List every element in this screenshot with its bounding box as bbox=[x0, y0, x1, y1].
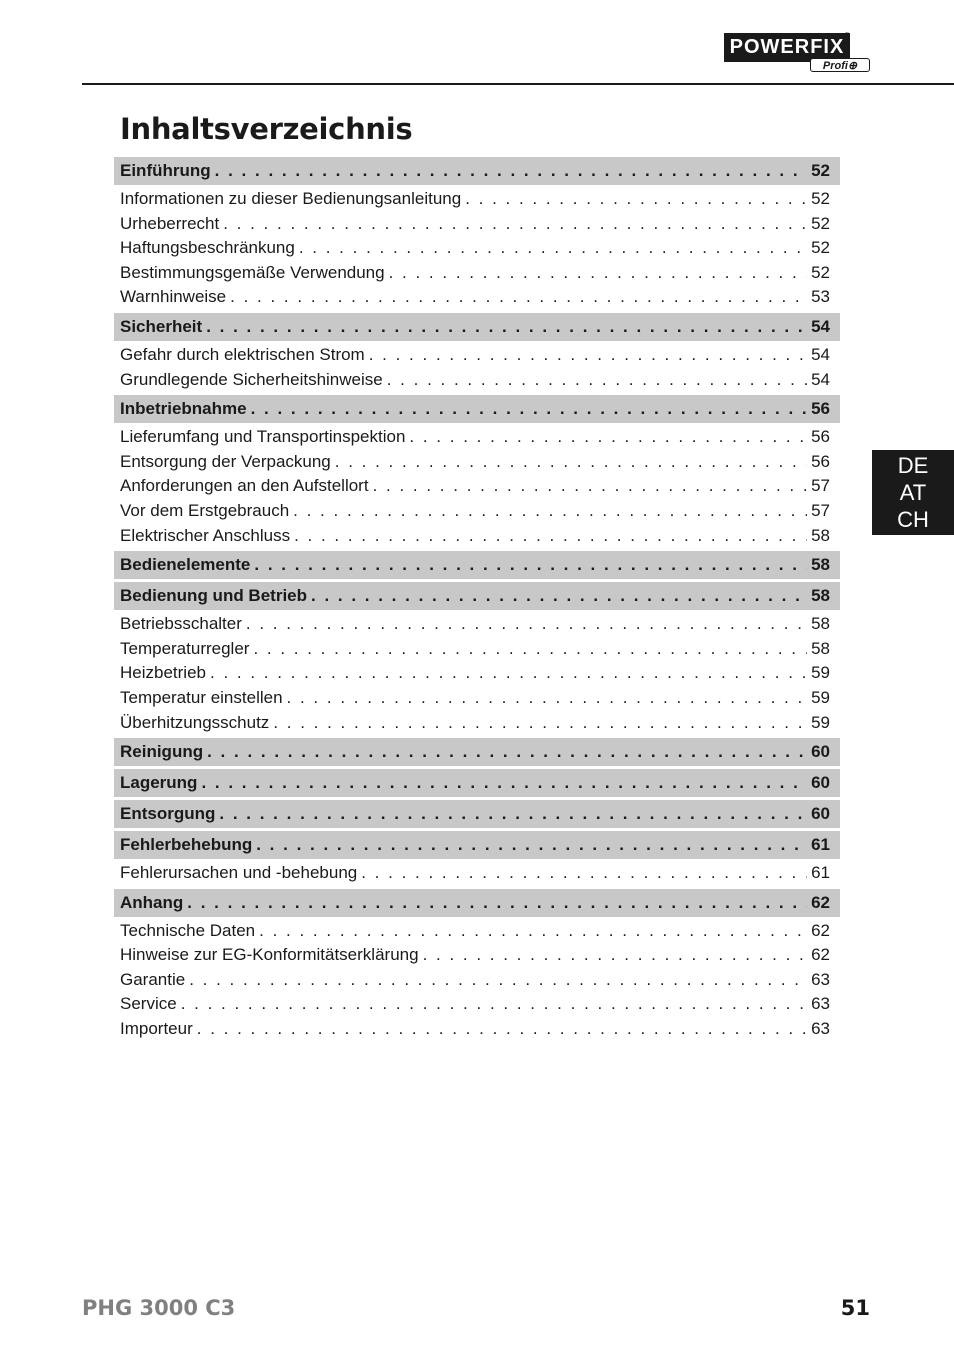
toc-label: Elektrischer Anschluss bbox=[120, 525, 291, 545]
toc-label: Überhitzungsschutz bbox=[120, 712, 270, 732]
toc-label: Fehlerursachen und -behebung bbox=[120, 863, 358, 883]
toc-leader-dots bbox=[206, 313, 807, 341]
toc-label: Bedienelemente bbox=[120, 555, 251, 575]
toc-page-number: 63 bbox=[811, 969, 830, 989]
toc-entry-row bbox=[114, 943, 840, 968]
toc-page-number: 54 bbox=[811, 344, 830, 364]
toc-label: Bestimmungsgemäße Verwendung bbox=[120, 262, 385, 282]
language-code-ch: CH bbox=[897, 507, 929, 532]
brand-logo-registered-mark: ® bbox=[844, 31, 850, 40]
language-code-at: AT bbox=[899, 480, 927, 505]
toc-label: Grundlegende Sicherheitshinweise bbox=[120, 369, 383, 389]
toc-section-row bbox=[114, 738, 840, 766]
toc-leader-dots bbox=[181, 992, 807, 1017]
toc-leader-dots bbox=[465, 187, 807, 212]
toc-leader-dots bbox=[251, 395, 807, 423]
toc-section-row bbox=[114, 313, 840, 341]
toc-label: Temperatur einstellen bbox=[120, 687, 283, 707]
toc-label: Technische Daten bbox=[120, 920, 256, 940]
toc-section-row bbox=[114, 769, 840, 797]
toc-section-row bbox=[114, 582, 840, 610]
toc-leader-dots bbox=[256, 831, 807, 859]
toc-entry-row bbox=[114, 425, 840, 450]
toc-entry-row bbox=[114, 612, 840, 637]
header-divider bbox=[82, 83, 954, 85]
toc-label: Betriebsschalter bbox=[120, 614, 242, 634]
toc-page-number: 52 bbox=[811, 262, 830, 282]
toc-leader-dots bbox=[215, 157, 807, 185]
toc-page-number: 52 bbox=[811, 161, 830, 180]
brand-logo bbox=[724, 33, 870, 73]
toc-page-number: 54 bbox=[811, 369, 830, 389]
toc-label: Haftungsbeschränkung bbox=[120, 238, 295, 258]
toc-label: Vor dem Erstgebrauch bbox=[120, 500, 290, 520]
toc-leader-dots bbox=[387, 368, 807, 393]
toc-page-number: 60 bbox=[811, 742, 830, 762]
toc-section-row bbox=[114, 800, 840, 828]
toc-page-number: 57 bbox=[811, 476, 830, 496]
toc-leader-dots bbox=[287, 686, 808, 711]
toc-leader-dots bbox=[219, 800, 807, 828]
toc-entry-row bbox=[114, 1017, 840, 1042]
toc-label: Informationen zu dieser Bedienungsanleitung bbox=[120, 189, 462, 208]
toc-entry-row bbox=[114, 187, 840, 212]
toc-entry-row bbox=[114, 285, 840, 310]
toc-leader-dots bbox=[335, 450, 807, 475]
toc-leader-dots bbox=[207, 738, 807, 766]
toc-page-number: 63 bbox=[811, 1019, 830, 1039]
toc-leader-dots bbox=[201, 769, 807, 797]
toc-label: Sicherheit bbox=[120, 316, 203, 336]
toc-entry-row bbox=[114, 499, 840, 524]
toc-leader-dots bbox=[259, 919, 807, 944]
toc-section-row bbox=[114, 889, 840, 917]
language-tab bbox=[872, 450, 954, 535]
toc-entry-row bbox=[114, 968, 840, 993]
toc-page-number: 62 bbox=[811, 892, 830, 912]
toc-entry-row bbox=[114, 686, 840, 711]
toc-page-number: 57 bbox=[811, 500, 830, 520]
toc-leader-dots bbox=[423, 943, 808, 968]
toc-entry-row bbox=[114, 992, 840, 1017]
toc-section-row bbox=[114, 157, 840, 185]
toc-leader-dots bbox=[187, 889, 807, 917]
brand-logo-main: POWERFIX bbox=[724, 33, 850, 62]
toc-leader-dots bbox=[361, 861, 807, 886]
toc-section-row bbox=[114, 395, 840, 423]
toc-entry-row bbox=[114, 236, 840, 261]
toc-leader-dots bbox=[210, 661, 807, 686]
toc-page-number: 62 bbox=[811, 920, 830, 940]
toc-page-number: 61 bbox=[811, 835, 830, 855]
toc-page-number: 52 bbox=[811, 189, 830, 208]
table-of-contents bbox=[114, 157, 840, 1042]
toc-leader-dots bbox=[273, 711, 807, 736]
toc-label: Warnhinweise bbox=[120, 287, 227, 307]
toc-leader-dots bbox=[230, 285, 807, 310]
toc-page-number: 59 bbox=[811, 687, 830, 707]
toc-label: Gefahr durch elektrischen Strom bbox=[120, 344, 365, 364]
toc-section-row bbox=[114, 831, 840, 859]
toc-leader-dots bbox=[189, 968, 807, 993]
toc-page-number: 52 bbox=[811, 238, 830, 258]
page-title: Inhaltsverzeichnis bbox=[120, 112, 413, 146]
toc-page-number: 56 bbox=[811, 427, 830, 447]
toc-leader-dots bbox=[389, 261, 807, 286]
toc-page-number: 61 bbox=[811, 863, 830, 883]
toc-entry-row bbox=[114, 919, 840, 944]
toc-label: Inbetriebnahme bbox=[120, 399, 247, 419]
toc-label: Service bbox=[120, 994, 177, 1014]
brand-logo-sub: Profi⊕ bbox=[810, 58, 870, 72]
toc-leader-dots bbox=[409, 425, 807, 450]
toc-label: Reinigung bbox=[120, 742, 204, 762]
toc-page-number: 63 bbox=[811, 994, 830, 1014]
toc-page-number: 59 bbox=[811, 712, 830, 732]
toc-entry-row bbox=[114, 343, 840, 368]
toc-label: Fehlerbehebung bbox=[120, 835, 253, 855]
toc-entry-row bbox=[114, 474, 840, 499]
toc-label: Urheberrecht bbox=[120, 213, 220, 233]
footer-page-number: 51 bbox=[840, 1296, 870, 1320]
toc-label: Anhang bbox=[120, 892, 184, 912]
toc-page-number: 62 bbox=[811, 945, 830, 965]
toc-page-number: 56 bbox=[811, 451, 830, 471]
toc-entry-row bbox=[114, 450, 840, 475]
toc-leader-dots bbox=[197, 1017, 807, 1042]
toc-page-number: 60 bbox=[811, 804, 830, 824]
toc-entry-row bbox=[114, 261, 840, 286]
toc-entry-row bbox=[114, 661, 840, 686]
toc-label: Entsorgung bbox=[120, 804, 216, 824]
toc-page-number: 53 bbox=[811, 287, 830, 307]
toc-leader-dots bbox=[293, 499, 807, 524]
toc-page-number: 60 bbox=[811, 773, 830, 793]
toc-page-number: 56 bbox=[811, 399, 830, 419]
toc-section-row bbox=[114, 551, 840, 579]
toc-label: Garantie bbox=[120, 969, 186, 989]
toc-page-number: 58 bbox=[811, 525, 830, 545]
toc-label: Lieferumfang und Transportinspektion bbox=[120, 427, 406, 447]
language-code-de: DE bbox=[897, 453, 929, 478]
footer-model-name: PHG 3000 C3 bbox=[82, 1296, 236, 1320]
toc-entry-row bbox=[114, 524, 840, 549]
toc-label: Temperaturregler bbox=[120, 638, 250, 658]
toc-page-number: 58 bbox=[811, 586, 830, 606]
toc-label: Lagerung bbox=[120, 773, 198, 793]
toc-label: Heizbetrieb bbox=[120, 663, 206, 683]
toc-entry-row bbox=[114, 368, 840, 393]
toc-label: Importeur bbox=[120, 1019, 193, 1039]
toc-page-number: 58 bbox=[811, 638, 830, 658]
toc-leader-dots bbox=[294, 524, 807, 549]
toc-page-number: 52 bbox=[811, 213, 830, 233]
toc-leader-dots bbox=[246, 612, 807, 637]
toc-entry-row bbox=[114, 637, 840, 662]
toc-leader-dots bbox=[369, 343, 807, 368]
toc-leader-dots bbox=[223, 212, 807, 237]
toc-label: Bedienung und Betrieb bbox=[120, 586, 307, 606]
toc-entry-row bbox=[114, 861, 840, 886]
toc-leader-dots bbox=[373, 474, 808, 499]
toc-leader-dots bbox=[311, 582, 807, 610]
toc-label: Hinweise zur EG-Konformitätserklärung bbox=[120, 945, 419, 965]
toc-page-number: 58 bbox=[811, 555, 830, 575]
toc-entry-row bbox=[114, 711, 840, 736]
toc-label: Entsorgung der Verpackung bbox=[120, 451, 331, 471]
toc-page-number: 58 bbox=[811, 614, 830, 634]
toc-leader-dots bbox=[254, 551, 807, 579]
toc-page-number: 54 bbox=[811, 316, 830, 336]
toc-label: Anforderungen an den Aufstellort bbox=[120, 476, 369, 496]
toc-label: Einführung bbox=[120, 161, 211, 180]
toc-leader-dots bbox=[253, 637, 807, 662]
toc-entry-row bbox=[114, 212, 840, 237]
toc-page-number: 59 bbox=[811, 663, 830, 683]
toc-leader-dots bbox=[299, 236, 807, 261]
